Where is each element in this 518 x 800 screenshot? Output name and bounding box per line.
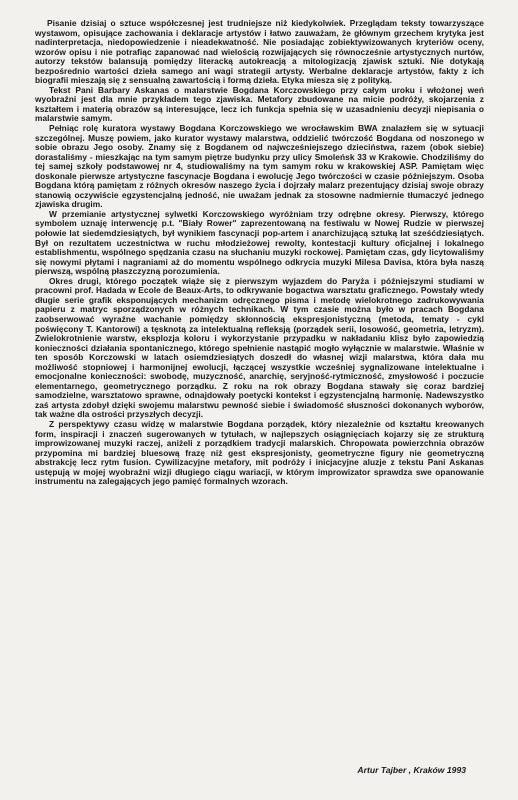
author-signature: Artur Tajber , Kraków 1993 bbox=[357, 765, 466, 775]
paragraph-second-period: Okres drugi, którego początek wiąże się z pierwszym wyjazdem do Paryża i późniejszymi studiami w pracowni prof. Hadada w Ecole de Beaux-Arts, to odkrywanie bogactwa warsztatu graficznego. Powstały wtedy długie serie grafik eksponujących mechanizm odręcznego pisma i metodę wielokrotnego zadrukowywania papieru z matryc sporządzonych w różnych technikach. W tym czasie można było w pracach Bogdana zaobserwować wyraźne wachanie pomiędzy skłonnością ekspresjonistyczną (metoda, tematy - cykl poświęcony T. Kantorowi) a tęsknotą za intelektualną refleksją (porządek serii, losowość, geometria, letryzm). Zwielokrotnienie warstw, eksplozja koloru i wykorzystanie przypadku w nakładaniu klisz było zapowiedzią konieczności działania spontanicznego, którego spełnienie nastąpić mogło wyłącznie w malarstwie. Właśnie w ten sposób Korczowski w latach osiemdziesiątych doszedł do własnej wizji malarstwa, która dała mu możliwość stopniowej i harmonijnej ewolucji, łączącej wszystkie wcześniej sygnalizowane intelektualne i emocjonalne konieczności: swobodę, muzyczność, anarchię, seryjność-rytmiczność, zmysłowość i poczucie elementarnego, geometrycznego porządku. Z roku na rok obrazy Bogdana stawały się coraz bardziej samodzielne, warsztatowo sprawne, odnajdowały poetycki kontekst i egzystencjalną harmonię. Nadewszystko zaś artysta zdobył dzięki swojemu malarstwu pewność siebie i świadomość słuszności dokonanych wyborów, tak ważne dla ostrości przyszłych decyzji. bbox=[35, 275, 484, 420]
paragraph-intro: Pisanie dzisiaj o sztuce współczesnej jest trudniejsze niż kiedykolwiek. Przeglądam teksty towarzyszące wystawom, opisujące zachowania i deklaracje artystów i łatwo zauważam, że głównym grzechem krytyka jest nadinterpretacja, niedopowiedzenie i nieadekwatność. Nie posiadając zobiektywizowanych kryteriów oceny, wzorów opisu i nie potrafiąc zapanować nad wielością rozwijających się równocześnie artystycznych nurtów, autorzy tekstów balansują pomiędzy literacką autokreacją a mitologizacją zjawisk sztuki. Nie dotykają bezpośrednio wartości dzieła samego ani wagi strategii artysty. Werbalne deklaracje artystów, fakty z ich biografii mieszają się z sensualną zawartością i formą dzieła. Etyka miesza się z polityką. bbox=[35, 18, 484, 86]
paragraph-curator: Pełniąc rolę kuratora wystawy Bogdana Korczowskiego we wrocławskim BWA znalazłem się w sytuacji szczególnej. Muszę powiem, jako kurator wystawy malarstwa, oddzielić twórczość Bogdana od noszonego w sobie obrazu Jego osoby. Znamy się z Bogdanem od najwcześniejszego dzieciństwa, razem (obok siebie) dorastaliśmy - mieszkając na tym samym piętrze budynku przy ulicy Smoleńsk 33 w Krakowie. Chodziliśmy do tej samej szkoły podstawowej nr 4, studiowaliśmy na tym samym roku w krakowskiej ASP. Pamiętam więc doskonale pierwsze artystyczne fascynacje Bogdana i ewolucję Jego twórczości w czasie późniejszym. Osoba Bogdana którą pamiętam z różnych okresów naszego życia i dojrzały malarz prezentujący dzisiaj swoje obrazy stanowią oczywiście egzystencjalną jedność, nie uważam jednak za stosowne nadmiernie tłumaczyć jednego zjawiska drugim. bbox=[35, 123, 484, 210]
paragraph-first-period: W przemianie artystycznej sylwetki Korczowskiego wyróżniam trzy odrębne okresy. Pierwszy, którego symbolem uznaję interwencję p.t. "Biały Rower" zaprezentowaną na festiwalu w Nowej Rudzie w pierwszej połowie lat siedemdziesiątych, był wynikiem fascynacji pop-artem i anarchizującą sztuką lat sześćdziesiątych. Był on rezultatem uczestnictwa w ruchu młodzieżowej rewolty, kontestacji kultury oficjalnej i lokalnego establishmentu, wspólnego spędzania czasu na słuchaniu muzyki rockowej. Pamiętam czas, gdy licytowaliśmy się nowymi płytami i nagraniami aż do momentu wspólnego odkrycia muzyki Milesa Davisa, która była naszą pierwszą, wspólną płaszczyzną porozumienia. bbox=[35, 208, 484, 277]
paragraph-askanas: Tekst Pani Barbary Askanas o malarstwie Bogdana Korczowskiego przy całym uroku i włożonej weń wyobraźni jest dla mnie przykładem tego zjawiska. Metafory zbudowane na micie podróży, skojarzenia z kształtem i materią obrazów są interesujące, lecz ich funkcja spełnia się w uzasadnieniu decyzji niepisania o malarstwie samym. bbox=[35, 84, 484, 124]
paragraph-perspective: Z perspektywy czasu widzę w malarstwie Bogdana porządek, który niezależnie od kształtu kreowanych form, inspiracji i znaczeń sugerowanych w tytułach, w najlepszych osiągnięciach kojarzy się ze strukturą improwizowanej muzyki raczej, aniżeli z porządkiem tradycji malarskich. Chropowata powierzchnia obrazów przypomina mi bardziej bluesową frazę niż gest ekspresjonisty, geometryczne figury nie geometryczną abstrakcję lecz rytm fusion. Cywilizacyjne metafory, mit podróży i inicjacyjne aluzje z tekstu Pani Askanas ustępują w mojej wyobraźni wizji długiego ciągu wariacji, w którym improwizator sprawdza swe opanowanie instrumentu na zalegających jego pamięć formalnych wzorach. bbox=[35, 418, 484, 487]
